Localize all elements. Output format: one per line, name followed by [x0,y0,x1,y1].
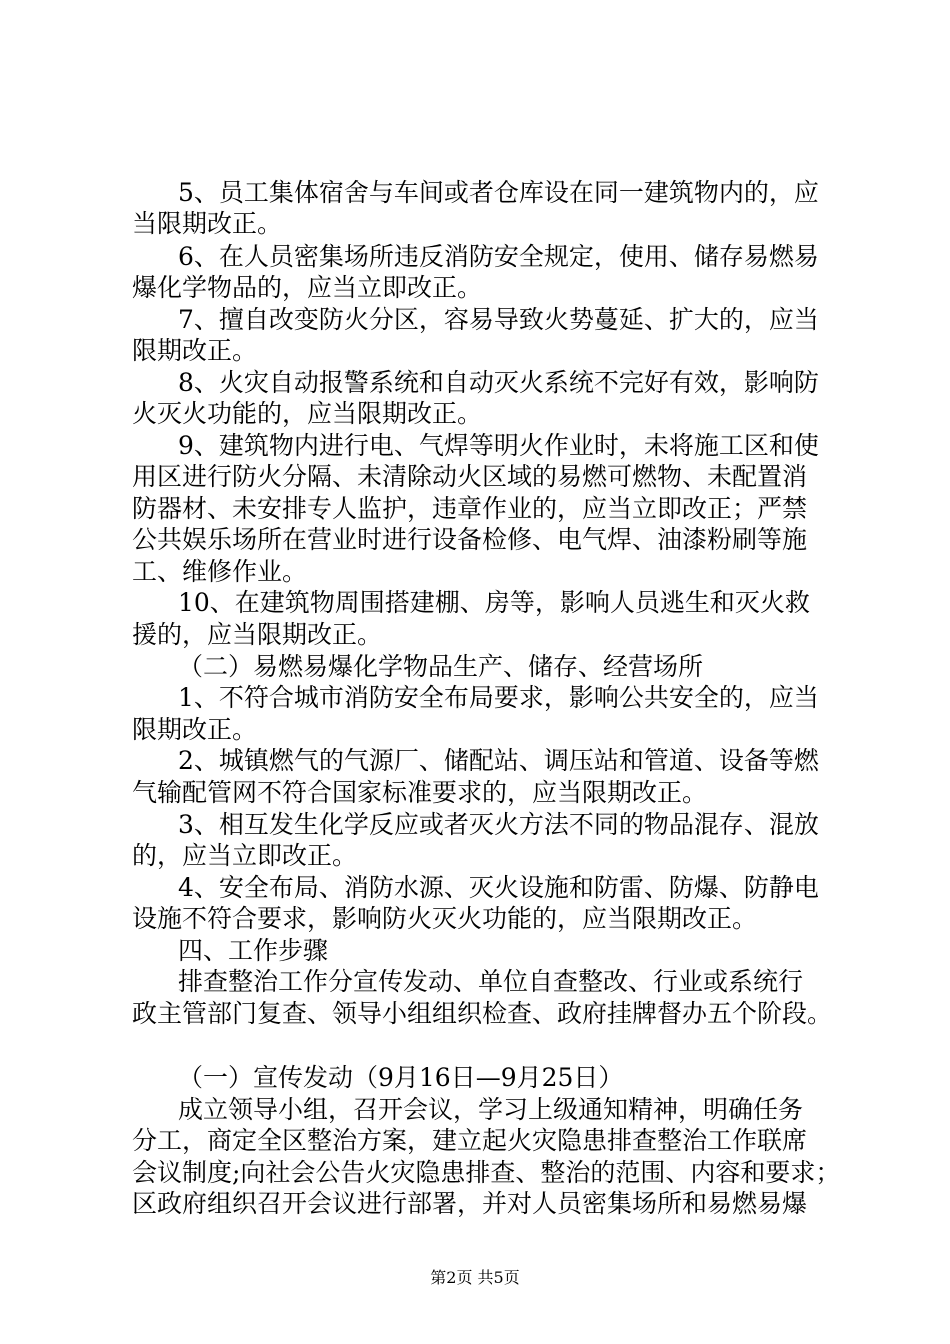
text-line: 限期改正。 [132,715,258,744]
text-line: 限期改正。 [132,336,258,365]
section-heading: 四、工作步骤 [178,936,329,965]
text-line: 7、擅自改变防火分区，容易导致火势蔓延、扩大的，应当 [178,305,819,334]
text-line: 火灭火功能的，应当限期改正。 [132,399,483,428]
text-line: 2、城镇燃气的气源厂、储配站、调压站和管道、设备等燃 [178,746,819,775]
text-line: 5、员工集体宿舍与车间或者仓库设在同一建筑物内的，应 [178,178,819,207]
text-line: 10、在建筑物周围搭建棚、房等，影响人员逃生和灭火救 [178,588,810,617]
section-heading: （一）宣传发动（9月16日—9月25日） [178,1063,624,1092]
text-line: 9、建筑物内进行电、气焊等明火作业时，未将施工区和使 [178,431,819,460]
text-line: 防器材、未安排专人监护，违章作业的，应当立即改正；严禁 [132,494,808,523]
text-line: 区政府组织召开会议进行部署，并对人员密集场所和易燃易爆 [132,1189,808,1218]
text-line: 援的，应当限期改正。 [132,620,383,649]
text-line: 用区进行防火分隔、未清除动火区域的易燃可燃物、未配置消 [132,462,808,491]
text-line: 政主管部门复查、领导小组组织检查、政府挂牌督办五个阶段。 [132,999,833,1028]
text-line: 6、在人员密集场所违反消防安全规定，使用、储存易燃易 [178,242,819,271]
text-line: 排查整治工作分宣传发动、单位自查整改、行业或系统行 [178,967,804,996]
text-line: 爆化学物品的，应当立即改正。 [132,273,483,302]
text-line: 气输配管网不符合国家标准要求的，应当限期改正。 [132,778,708,807]
text-line: 8、火灾自动报警系统和自动灭火系统不完好有效，影响防 [178,368,819,397]
text-line: 的，应当立即改正。 [132,841,358,870]
text-line: 公共娱乐场所在营业时进行设备检修、电气焊、油漆粉刷等施 [132,525,808,554]
page-number: 第2页 共5页 [430,1268,520,1287]
section-heading: （二）易燃易爆化学物品生产、储存、经营场所 [178,652,704,681]
text-line: 会议制度;向社会公告火灾隐患排查、整治的范围、内容和要求； [132,1158,841,1187]
text-line: 工、维修作业。 [132,557,308,586]
text-line: 成立领导小组，召开会议，学习上级通知精神，明确任务 [178,1095,804,1124]
text-line: 4、安全布局、消防水源、灭火设施和防雷、防爆、防静电 [178,873,819,902]
text-line: 设施不符合要求，影响防火灭火功能的，应当限期改正。 [132,904,758,933]
text-line: 当限期改正。 [132,209,283,238]
text-line: 3、相互发生化学反应或者灭火方法不同的物品混存、混放 [178,810,819,839]
text-line: 分工，商定全区整治方案，建立起火灾隐患排查整治工作联席 [132,1126,808,1155]
text-line: 1、不符合城市消防安全布局要求，影响公共安全的，应当 [178,683,819,712]
